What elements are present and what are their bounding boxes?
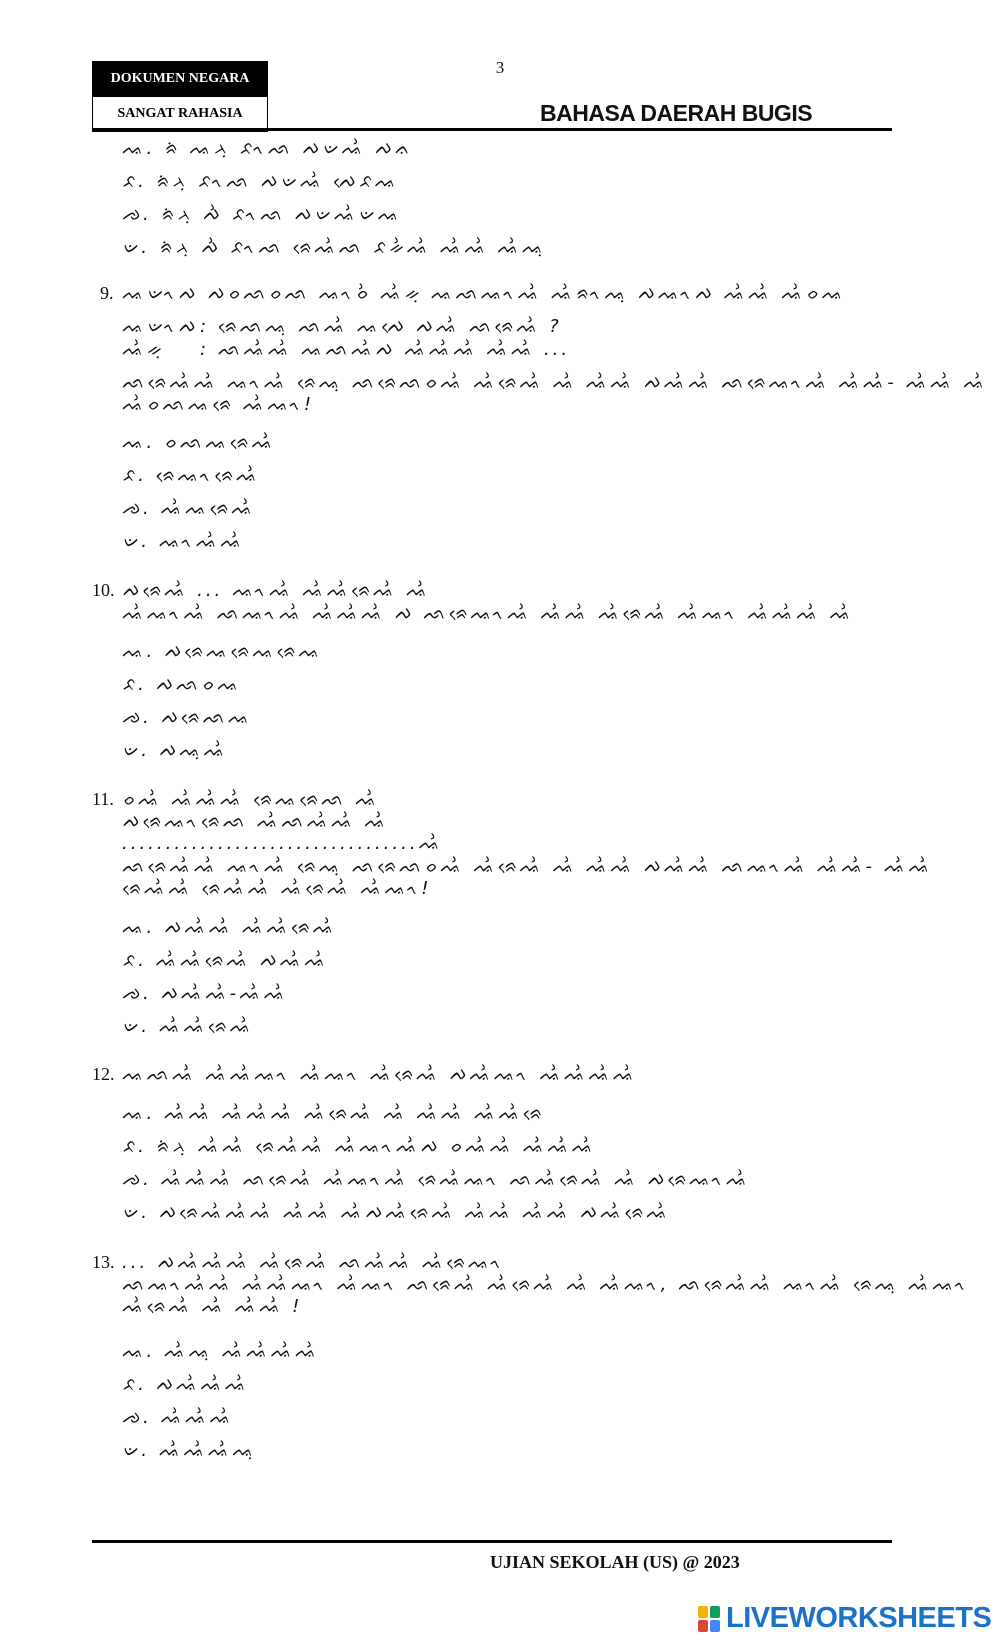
q9-dialog-2-speaker: ᨕᨛᨀᨘ <box>122 339 165 360</box>
q11-option-b: ᨅ. ᨕᨛᨕᨛᨑᨙᨕᨛ ᨄᨕᨛᨕᨛ <box>122 950 329 971</box>
q13-option-a: ᨕ. ᨕᨛᨕᨘ ᨕᨛᨕᨛᨕᨛᨕᨛ <box>122 1341 320 1362</box>
q10-stem-line-1: ᨄᨑᨙᨕᨛ ... ᨕᨚᨕᨛ ᨕᨛᨕᨛᨑᨙᨕᨛ ᨕᨛ <box>122 580 431 601</box>
secrecy-label: SANGAT RAHASIA <box>92 96 268 132</box>
q12-option-c: ᨌ. ᨕᨛᨕᨛᨕᨛ ᨒᨑᨙᨕᨛ ᨕᨛᨕᨚᨕᨛ ᨑᨙᨕᨛᨕᨚ ᨒᨕᨛᨑᨙᨕᨛ ᨕᨛ ᨄᨑᨙᨕᨚᨕᨛ <box>122 1169 751 1190</box>
liveworksheets-wordmark: LIVEWORKSHEETS <box>726 1602 992 1634</box>
q11-number: 11. <box>92 789 114 809</box>
q8-option-a: ᨕ. ᨑᨗ ᨕᨂᨘ ᨅᨚᨒ ᨄᨉᨕᨛ ᨄᨊ <box>122 138 413 159</box>
q10-option-c: ᨌ. ᨄᨑᨙᨒᨕ <box>122 707 253 728</box>
q13-stem-line-2: ᨒᨕᨚᨕᨛᨕᨛ ᨕᨛᨕᨛᨕᨚ ᨕᨛᨕᨚ ᨒᨑᨙᨕᨛ ᨕᨛᨑᨙᨕᨛ ᨕᨛ ᨕᨛᨕᨚ, ᨒᨑᨙᨕᨛᨕᨛ ᨕᨚᨕᨛ ᨑᨙᨕᨘ ᨕᨛᨕᨚ <box>122 1274 970 1295</box>
subject-title: BAHASA DAERAH BUGIS <box>540 100 813 126</box>
q9-dialog-2-text: : ᨒᨕᨛᨕᨛ ᨕᨒᨕᨛᨄ ᨕᨛᨕᨛᨕᨛ ᨕᨛᨕᨛ ... <box>200 339 571 360</box>
q11-instruction: ᨒᨑᨙᨕᨛᨕᨛ ᨕᨚᨕᨛ ᨑᨙᨕᨘ ᨒᨑᨙᨒᨔᨕᨛ ᨕᨛᨑᨙᨕᨛ ᨕᨛ ᨕᨛᨕᨛ ᨄᨕᨛᨕᨛ ᨒᨕᨚᨕᨛ ᨕᨛᨕᨛ- ᨕᨛᨕᨛ <box>122 856 933 877</box>
q12-number: 12. <box>92 1064 115 1084</box>
q11-option-d: ᨉ. ᨕᨛᨕᨛᨑᨙᨕᨛ <box>122 1016 254 1037</box>
footer-rule <box>92 1540 892 1543</box>
q8-option-d: ᨉ. ᨑᨗᨂᨘ ᨄᨛ ᨅᨚᨒ ᨑᨙᨕᨛᨒ ᨅᨀᨛᨕᨛ ᨕᨛᨕᨛ ᨕᨛᨕᨘ <box>122 237 547 258</box>
q12-option-d: ᨉ. ᨄᨑᨙᨕᨛᨕᨛᨕᨛ ᨕᨛᨕᨛ ᨕᨛᨄᨕᨛᨑᨙᨕᨛ ᨕᨛᨕᨛ ᨕᨛᨕᨛ ᨄᨕᨛᨑᨙᨕᨛ <box>122 1202 671 1223</box>
q9-dialog-1-speaker: ᨕᨉᨚᨄ <box>122 316 199 337</box>
q9-instruction-cont: ᨕᨛᨔᨒᨕᨑᨙ ᨕᨛᨕᨚ! <box>122 394 315 415</box>
q10-option-b: ᨅ. ᨄᨒᨔᨕ <box>122 674 242 695</box>
q13-number: 13. <box>92 1252 115 1272</box>
liveworksheets-icon <box>698 1606 720 1632</box>
exam-footer: UJIAN SEKOLAH (US) @ 2023 <box>490 1552 740 1572</box>
q9-dialog-1-text: : ᨑᨙᨒᨕᨘ ᨒᨕᨛ ᨕᨄᨙ ᨄᨕᨛ ᨒᨑᨙᨕᨛ ? <box>200 316 562 337</box>
q10-stem-line-2: ᨕᨛᨕᨚᨕᨛ ᨒᨕᨚᨕᨛ ᨕᨛᨕᨛᨕᨛ ᨄ ᨒᨑᨙᨕᨚᨕᨛ ᨕᨛᨕᨛ ᨕᨛᨑᨙᨕᨛ ᨕᨛᨕᨚ ᨕᨛᨕᨛᨕᨛ ᨕᨛ <box>122 603 854 624</box>
q13-option-c: ᨌ. ᨕᨛᨕᨛᨕᨛ <box>122 1407 234 1428</box>
q9-option-b: ᨅ. ᨑᨙᨕᨚᨑᨙᨕᨛ <box>122 465 261 486</box>
liveworksheets-logo[interactable] <box>698 1602 991 1635</box>
header-rule <box>92 128 892 131</box>
q10-option-a: ᨕ. ᨄᨑᨙᨕᨑᨙᨕᨑᨙᨕ <box>122 641 323 662</box>
q11-instruction-cont: ᨑᨙᨕᨛᨕᨛ ᨑᨙᨕᨛᨕᨛ ᨕᨛᨑᨙᨕᨛ ᨕᨛᨕᨚ! <box>122 878 432 899</box>
q12-option-b: ᨅ. ᨑᨗᨂᨘ ᨕᨛᨕᨛ ᨑᨙᨕᨛᨕᨛ ᨕᨛᨕᨚᨕᨛᨄ ᨔᨕᨛᨕᨛ ᨕᨛᨕᨛᨕᨛ <box>122 1136 596 1157</box>
q12-stem: ᨕᨒᨕᨛ ᨕᨛᨕᨛᨕᨚ ᨕᨛᨕᨚ ᨕᨛᨑᨙᨕᨛ ᨄᨕᨛᨕᨚ ᨕᨛᨕᨛᨕᨛᨕᨛ <box>122 1064 638 1085</box>
q13-option-d: ᨉ. ᨕᨛᨕᨛᨕᨛᨕᨘ <box>122 1440 257 1461</box>
document-classification-label: DOKUMEN NEGARA <box>92 61 268 97</box>
q9-option-d: ᨉ. ᨕᨚᨕᨛᨕᨛ <box>122 531 245 552</box>
q10-number: 10. <box>92 580 115 600</box>
q11-line-2: ᨄᨑᨙᨕᨚᨑᨙᨒ ᨕᨛᨒᨕᨛᨕᨛ ᨕᨛ <box>122 811 389 832</box>
q11-option-a: ᨕ. ᨄᨕᨛᨕᨛ ᨕᨛᨕᨛᨑᨙᨕᨛ <box>122 917 337 938</box>
q11-blank-line: ..................................ᨕᨛ <box>122 833 443 854</box>
page-number: 3 <box>495 58 505 77</box>
q9-option-c: ᨌ. ᨕᨛᨕᨑᨙᨕᨛ <box>122 498 256 519</box>
q9-stem: ᨕᨉᨚᨄ ᨄᨔᨒᨔᨒ ᨕᨚᨔᨛ ᨕᨛᨀᨘ ᨕᨒᨕᨚᨕᨛ ᨕᨛᨑᨚᨕᨘ ᨄᨕᨚᨄ ᨕᨛᨕᨛ ᨕᨛᨔᨕ <box>122 283 846 304</box>
q9-number: 9. <box>100 283 114 303</box>
q9-instruction: ᨒᨑᨙᨕᨛᨕᨛ ᨕᨚᨕᨛ ᨑᨙᨕᨘ ᨒᨑᨙᨒᨔᨕᨛ ᨕᨛᨑᨙᨕᨛ ᨕᨛ ᨕᨛᨕᨛ ᨄᨕᨛᨕᨛ ᨒᨑᨙᨕᨚᨕᨛ ᨕᨛᨕᨛ- ᨕᨛᨕᨛ ᨕᨛ <box>122 372 988 393</box>
q13-stem-line-1: ... ᨄᨕᨛᨕᨛᨕᨛ ᨕᨛᨑᨙᨕᨛ ᨒᨕᨛᨕᨛ ᨕᨛᨑᨙᨕᨚ <box>122 1252 505 1273</box>
q11-line-1: ᨔᨕᨛ ᨕᨛᨕᨛᨕᨛ ᨑᨙᨕᨑᨙᨒ ᨕᨛ <box>122 789 380 810</box>
q13-stem-line-3: ᨕᨛᨑᨙᨕᨛ ᨕᨛ ᨕᨛᨕᨛ ! <box>122 1296 303 1317</box>
q9-option-a: ᨕ. ᨔᨒᨕᨑᨙᨕᨛ <box>122 432 276 453</box>
q13-option-b: ᨅ. ᨄᨕᨛᨕᨛᨕᨛ <box>122 1374 250 1395</box>
q11-option-c: ᨌ. ᨄᨕᨛᨕᨛ-ᨕᨛᨕᨛ <box>122 983 289 1004</box>
q8-option-c: ᨌ. ᨑᨗᨂᨘ ᨄᨛ ᨅᨚᨒ ᨄᨉᨕᨛᨉᨕ <box>122 204 402 225</box>
q10-option-d: ᨉ. ᨄᨕᨘᨕᨛ <box>122 740 228 761</box>
q8-option-b: ᨅ. ᨑᨗᨂᨘ ᨅᨚᨒ ᨄᨉᨕᨛ ᨄᨙᨅᨕ <box>122 171 400 192</box>
q12-option-a: ᨕ. ᨕᨛᨕᨛ ᨕᨛᨕᨛᨕᨛ ᨕᨛᨑᨙᨕᨛ ᨕᨛ ᨕᨛᨕᨛ ᨕᨛᨕᨛᨑᨙ <box>122 1103 545 1124</box>
